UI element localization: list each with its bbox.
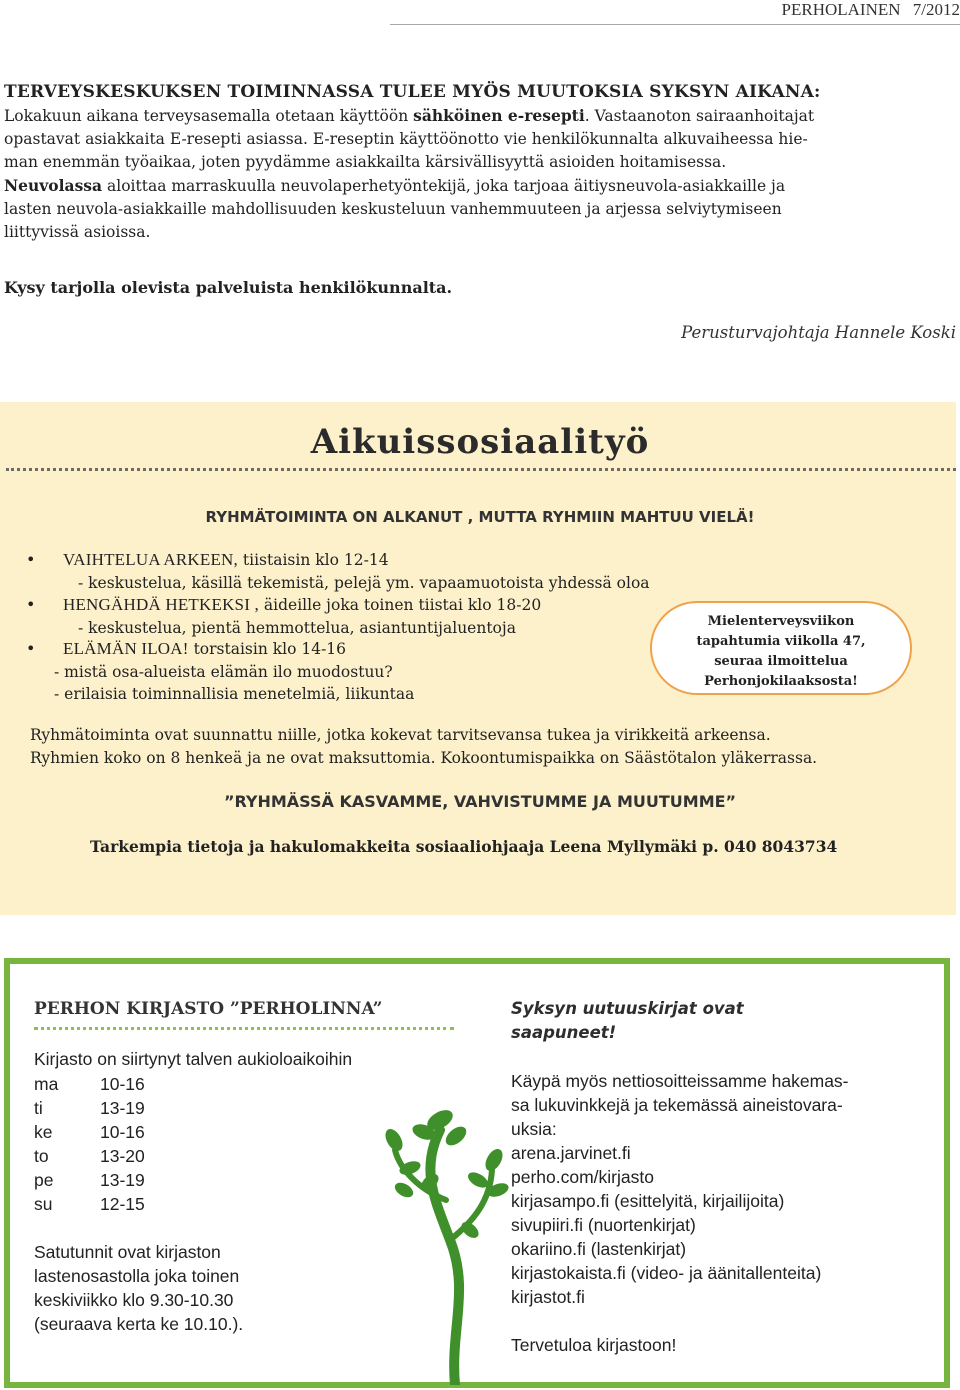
time: 13-20 [100,1146,145,1166]
hours-row [34,1096,145,1120]
activity-name: VAIHTELUA ARKEEN, [63,550,238,569]
day: pe [34,1170,54,1190]
e-prescription-term: sähköinen e-resepti [413,106,585,125]
time: 10-16 [100,1074,145,1094]
hours-row [34,1072,145,1096]
activity-desc: - keskustelua, käsillä tekemistä, pelejä ym. vapaamuotoista yhdessä oloa [78,574,650,592]
visit-online-text [511,1069,849,1309]
hours-row [34,1144,145,1168]
activity-item [63,594,541,616]
tree-illustration [380,1040,510,1385]
hours-row [34,1192,145,1216]
story-line: keskiviikko klo 9.30-10.30 [34,1290,234,1310]
hours-row [34,1168,145,1192]
activity-desc: - erilaisia toiminnallisia menetelmiä, liikuntaa [54,685,415,703]
hours-row [34,1120,145,1144]
article-line-4 [4,174,956,198]
article-line-6: liittyvissä asioissa. [4,223,151,241]
link-arena[interactable]: arena.jarvinet.fi [511,1143,631,1163]
callout-line: Perhonjokilaaksosta! [704,674,858,689]
activity-desc: - mistä osa-alueista elämän ilo muodostuu? [54,663,393,681]
story-line: Satutunnit ovat kirjaston [34,1242,221,1262]
link-kirjastokaista[interactable]: kirjastokaista.fi (video- ja äänitallenteita) [511,1263,822,1283]
groups-details: Ryhmien koko on 8 henkeä ja ne ovat maksuttomia. Kokoontumispaikka on Säästötalon yläkerrassa. [30,749,818,767]
day: su [34,1194,53,1214]
leaf [382,1126,406,1154]
day: ke [34,1122,53,1142]
leaf [392,1180,415,1200]
article-heading: TERVEYSKESKUKSEN TOIMINNASSA TULEE MYÖS MUUTOKSIA SYKSYN AIKANA: [4,82,821,102]
callout-line: Mielenterveysviikon [707,614,855,629]
group-motto: ”RYHMÄSSÄ KASVAMME, VAHVISTUMME JA MUUTUMME” [223,792,737,811]
leaf [482,1146,506,1174]
link-kirjasampo[interactable]: kirjasampo.fi (esittelyitä, kirjailijoita) [511,1191,785,1211]
bullet-icon: • [26,550,36,569]
link-kirjastot[interactable]: kirjastot.fi [511,1287,585,1307]
article-line-2: opastavat asiakkaita E-resepti asiassa. E-reseptin käyttöönotto vie henkilökunnalta alkuvaiheessa hie- [4,130,808,148]
activity-item [63,549,389,571]
mental-health-week-callout [650,601,912,695]
text-span: . Vastaanoton sairaanhoitajat [584,107,815,125]
groups-description: Ryhmätoiminta ovat suunnattu niille, jotka kokevat tarvitsevansa tukea ja virikkeitä arkeensa. [30,726,771,744]
bullet-icon: • [26,639,36,658]
story-line: (seuraava kerta ke 10.10.). [34,1314,244,1334]
time: 13-19 [100,1098,145,1118]
leaf [442,1123,469,1149]
library-title: PERHON KIRJASTO ”PERHOLINNA” [34,999,383,1019]
callout-line: seuraa ilmoittelua [714,654,848,669]
new-books-line: Syksyn uutuuskirjat ovat [511,999,744,1018]
callout-line: tapahtumia viikolla 47, [696,634,866,649]
page-header [0,0,960,20]
article-line-1 [4,104,956,128]
bullet-icon: • [26,595,36,614]
activity-name: ELÄMÄN ILOA! [63,639,189,658]
opening-hours [34,1072,145,1216]
groups-subtitle: RYHMÄTOIMINTA ON ALKANUT , MUTTA RYHMIIN MAHTUU VIELÄ! [205,508,755,526]
tree-trunk [430,1130,459,1385]
dotted-divider [6,468,956,471]
article-paragraph [4,104,956,244]
link-okariino[interactable]: okariino.fi (lastenkirjat) [511,1239,687,1259]
new-books-heading [511,997,744,1045]
activity-desc: - keskustelua, pientä hemmottelua, asiantuntijaluentoja [78,619,516,637]
publication-name: PERHOLAINEN [781,0,901,19]
activity-detail: äideille joka toinen tiistai klo 18-20 [258,596,542,614]
day: ma [34,1074,59,1094]
signature: Perusturvajohtaja Hannele Koski [681,323,956,342]
time: 10-16 [100,1122,145,1142]
text-span: Lokakuun aikana terveysasemalla otetaan käyttöön [4,107,414,125]
article-line-5: lasten neuvola-asiakkaille mahdollisuuden keskusteluun vanhemmuuteen ja arjessa selviytymiseen [4,200,782,218]
story-hour-note [34,1240,243,1336]
text-span: aloittaa marraskuulla neuvolaperhetyöntekijä, joka tarjoaa äitiysneuvola-asiakkaille ja [102,177,786,195]
welcome-text: Tervetuloa kirjastoon! [511,1335,677,1355]
activity-detail: tiistaisin klo 12-14 [237,551,389,569]
story-line: lastenosastolla joka toinen [34,1266,240,1286]
visit-line: uksia: [511,1119,557,1139]
header-rule [390,24,960,25]
time: 12-15 [100,1194,145,1214]
library-dotted-divider [34,1027,454,1030]
activity-detail: torstaisin klo 14-16 [188,640,347,658]
visit-line: sa lukuvinkkejä ja tekemässä aineistovara- [511,1095,843,1115]
visit-line: Käypä myös nettiosoitteissamme hakemas- [511,1071,849,1091]
new-books-line: saapuneet! [511,1023,617,1042]
social-work-title: Aikuissosiaalityö [310,422,650,462]
activity-item [63,638,346,660]
activity-name: HENGÄHDÄ HETKEKSI , [63,595,259,614]
contact-info: Tarkempia tietoja ja hakulomakkeita sosiaaliohjaaja Leena Myllymäki p. 040 8043734 [90,837,838,856]
library-intro: Kirjasto on siirtynyt talven aukioloaikoihin [34,1049,353,1069]
issue-number: 7/2012 [912,0,960,19]
ask-staff-note: Kysy tarjolla olevista palveluista henkilökunnalta. [4,278,453,297]
day: to [34,1146,49,1166]
article-line-3: man enemmän työaikaa, joten pyydämme asiakkailta kärsivällisyyttä asioiden hoitamisessa. [4,153,727,171]
link-sivupiiri[interactable]: sivupiiri.fi (nuortenkirjat) [511,1215,696,1235]
link-perho-kirjasto[interactable]: perho.com/kirjasto [511,1167,654,1187]
time: 13-19 [100,1170,145,1190]
day: ti [34,1098,43,1118]
neuvola-label: Neuvolassa [4,176,103,195]
